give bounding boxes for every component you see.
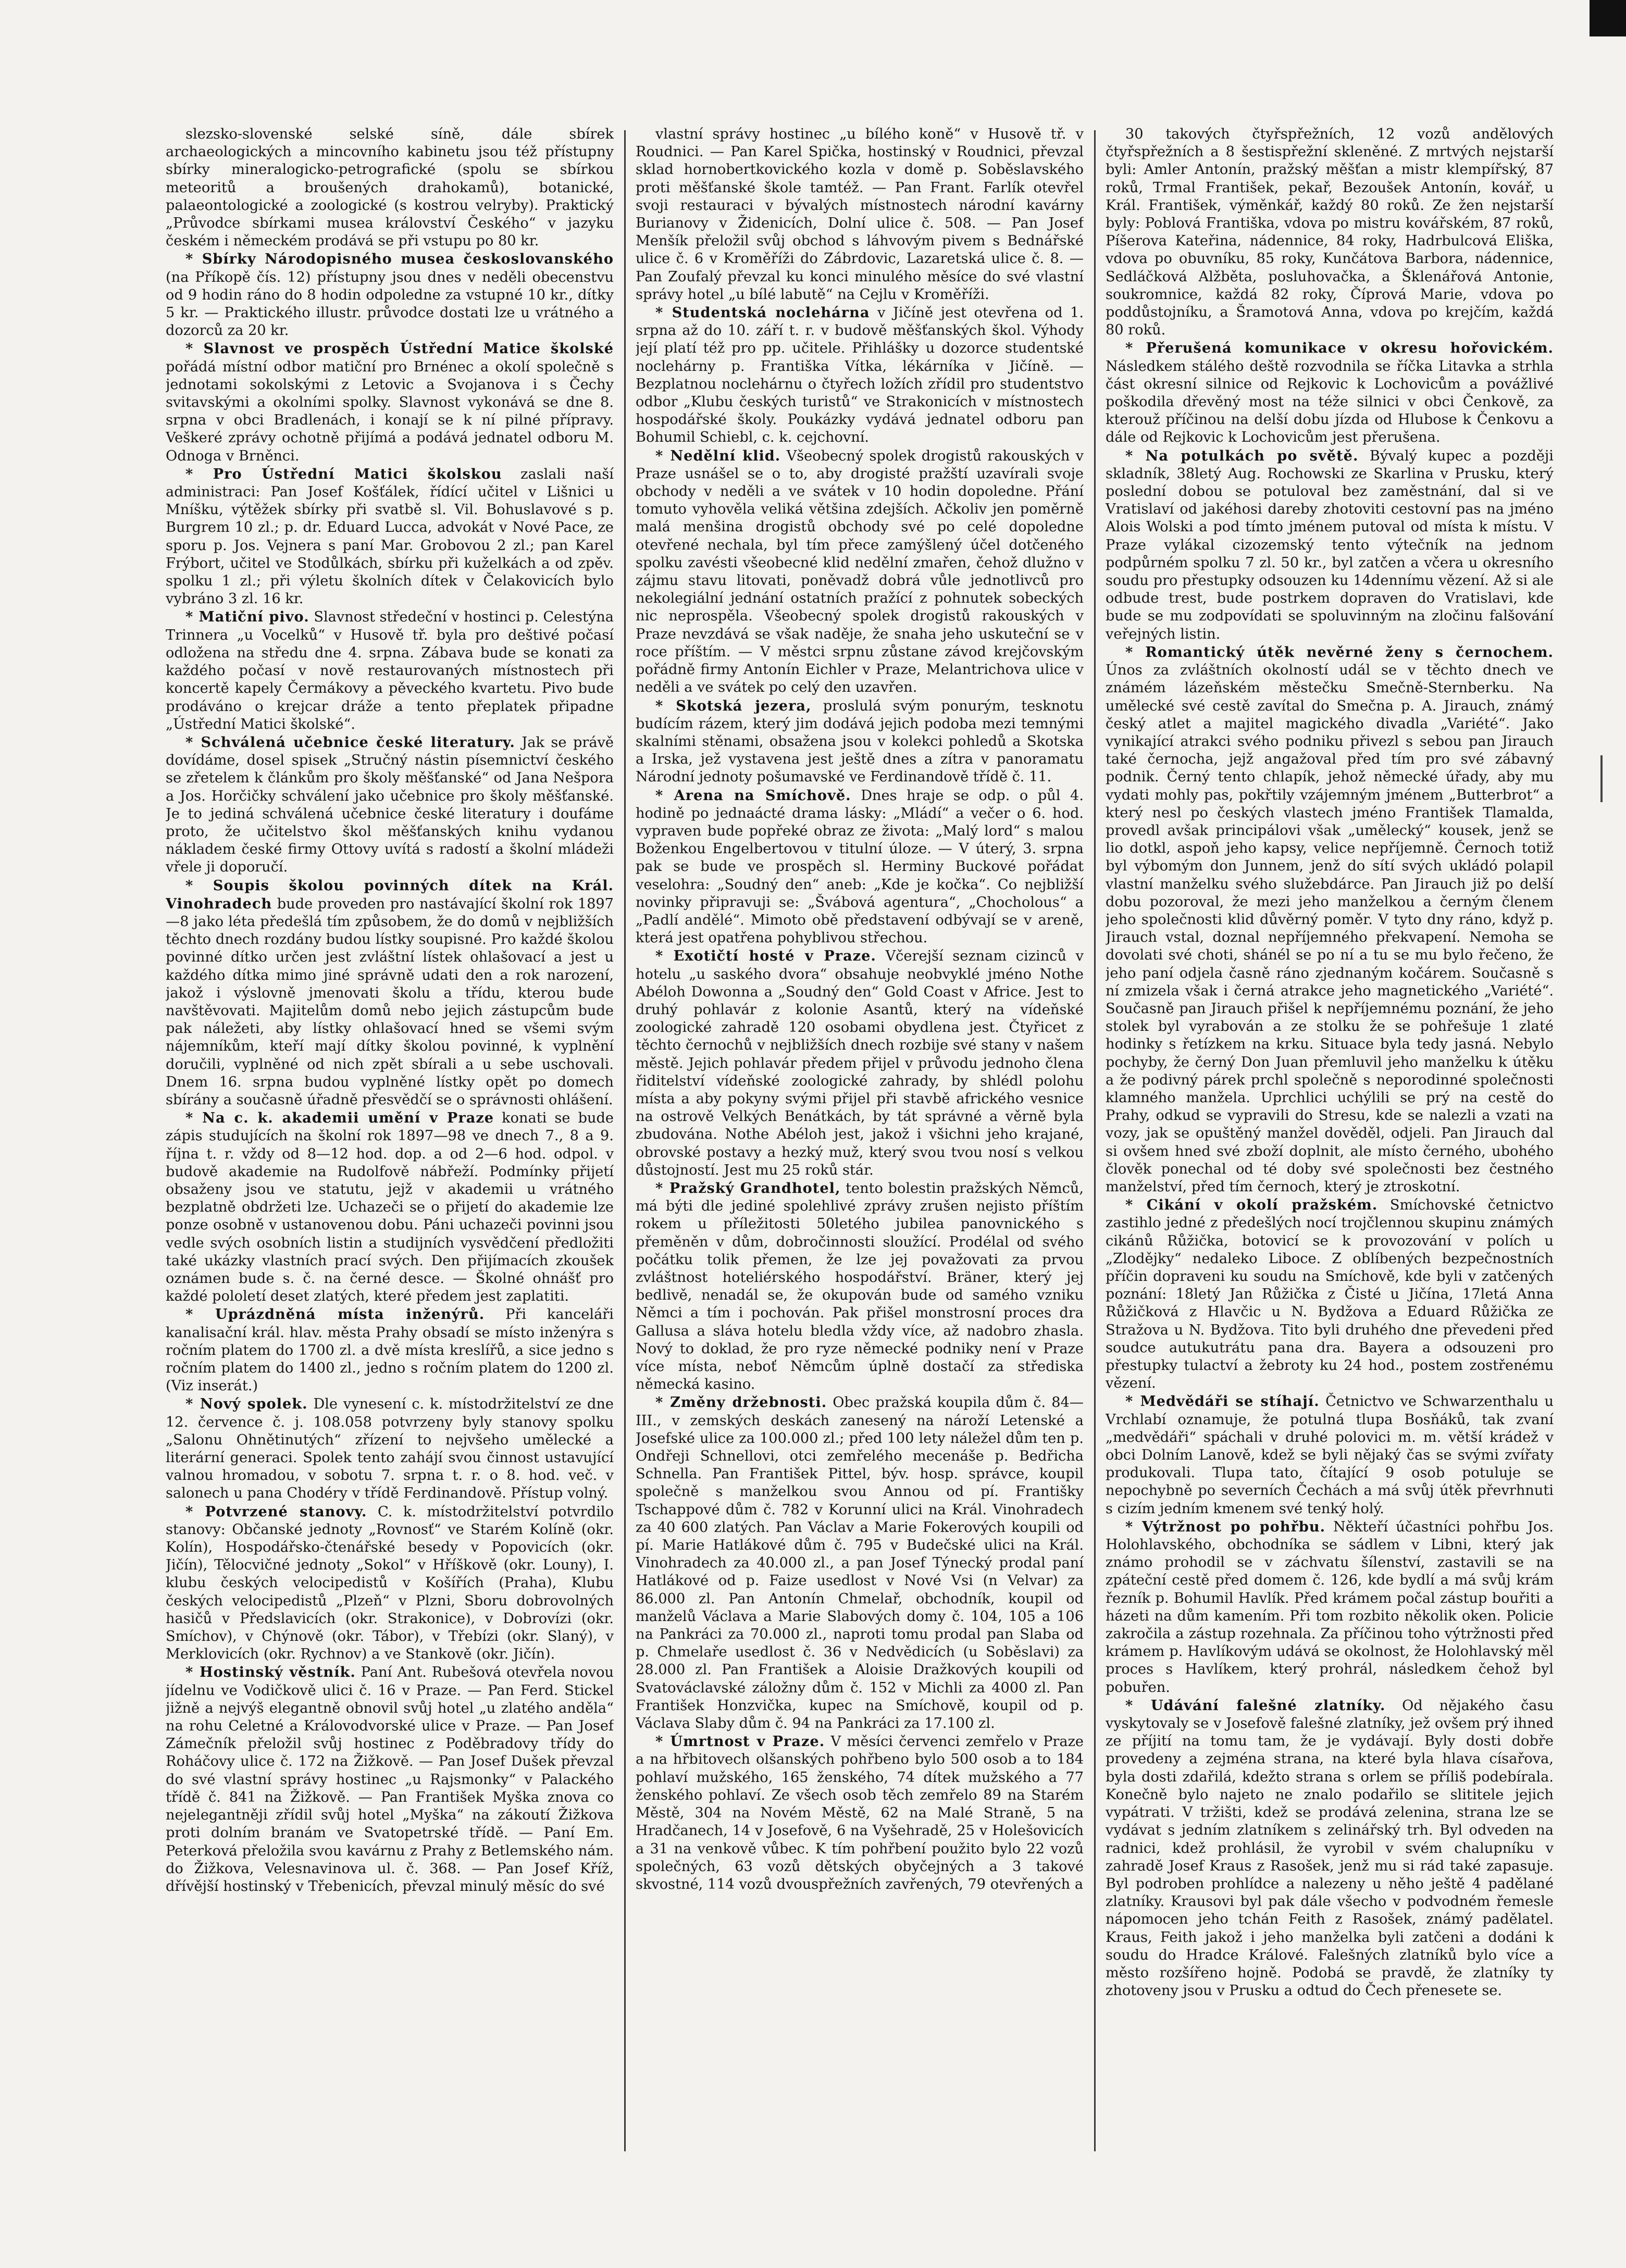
news-item-text: Dnes hraje se odp. o půl 4. hodině po jednaácté drama lásky: „Mládí“ a večer o 6. hod. vypraven bude popřeké obraz ze života: „Malý lord“ s malou Boženkou Engelbertovou v titulní úloze. — V úterý, 3. srpna pak se bude ve prospěch sl. Herminy Buckové pořádat veselohra: „Soudný den“ aneb: „Kde je kočka“. Co nejbližší novinky připravuji se: „Švábová agentura“, „Chocholous“ a „Padlí andělé“. Mimoto obě představení odbývají se v areně, která jest opatřena pohyblivou střechou. [636,787,1084,946]
news-item [166,250,614,340]
news-item-text: vlastní správy hostinec „u bílého koně“ v Husově tř. v Roudnici. — Pan Karel Spička, hostinský v Roudnici, převzal sklad hornobertkovického kozla v domě p. Soběslavského proti měšťanské škole tamtéž. — Pan Frant. Farlík otevřel svoji restauraci v bývalých místnostech národní kavárny Burianovy v Židenicích, Dolní ulice č. 508. — Pan Josef Menšík přeložil svůj obchod s láhvovým pivem s Bednářské ulice č. 6 v Kroměříži do Zábrdovic, Lazaretská ulice č. 8. — Pan Zoufalý převzal ku konci minulého měsíce do své vlastní správy hotel „u bílé labutě“ na Cejlu v Kroměříži. [636,126,1084,303]
news-item-heading: * Soupis školou povinných dítek na Král. Vinohradech [166,877,614,912]
news-item-heading: * Potvrzené stanovy. [185,1503,367,1520]
news-item-text: C. k. místodržitelství potvrdilo stanovy: Občanské jednoty „Rovnosť“ ve Starém Kolíně (okr. Kolín), Hospodářsko-čtenářské besedy v Popovicích (okr. Jičín), Tělocvičné jednoty „Sokol“ v Hříškově (okr. Louny), I. klubu českých velocipedistů v Košířích (Praha), Klubu českých velocipedistů „Plzeň“ v Plzni, Sboru dobrovolných hasičů v Předslavicích (okr. Strakonice), v Dobrovízi (okr. Smíchov), v Chýnově (okr. Tábor), v Třebízi (okr. Slaný), v Merklovicích (okr. Rychnov) a ve Stankově (okr. Jičín). [166,1503,614,1663]
news-item [166,877,614,1110]
news-item-text: bude proveden pro nastávající školní rok 1897—8 jako léta předešlá tím způsobem, že do domů v nejbližších těchto dnech rozdány budou lístky soupisné. Pro každé školou povinné dítko určen jest zvláštní lístek ohlašovací a jest u každého dítka mimo jiné správně udati den a rok narození, jakož i výslovně jmenovati školu a třídu, kterou bude navštěvovati. Majitelům domů nebo jejich zástupcům bude pak náležeti, aby lístky ohlašovací hned se všemi svým nájemníkům, kteří mají dítky školou povinné, k vyplnění doručili, vyplněné od nich zpět sbírali a u sebe uschovali. Dnem 16. srpna budou vyplněné lístky opět po domech sbírány a současně úřadně přesvědčí se o správnosti ohlášení. [166,895,614,1108]
news-item [166,1305,614,1395]
news-item [1106,1697,1554,2000]
news-item-text: konati se bude zápis studujících na školní rok 1897—98 ve dnech 7., 8 a 9. října t. r. vždy od 8—12 hod. dop. a od 2—6 hod. odpol. v budově akademie na Rudolfově nábřeží. Podmínky přijetí obsaženy jsou ve statutu, jejž v akademii u vrátného bezplatně obdržeti lze. Uchazeči se o přijetí do akademie lze ponze osobně v ustanovenou dobu. Páni uchazeči povinni jsou vedle svých osobních listin a studijních vysvědčení předložiti také ukázky vlastních prací svých. Den přijímacích zkoušek oznámen bude s. č. na černé desce. — Školné ohnášť pro každé pololetí deset zlatých, které předem jest zaplatiti. [166,1110,614,1305]
news-item-heading: * Pro Ústřední Matici školskou [185,465,502,482]
news-columns [166,125,1554,2157]
news-item-text: Všeobecný spolek drogistů rakouských v Praze usnášel se o to, aby drogisté pražští uzavírali svoje obchody v neděli a ve svátek v 10 hodin dopoledne. Přání tomuto vyhověla veliká většina zdejších. Ačkoliv jen poměrně malá menšina drogistů obchody své po celé dopoledne otevřené nechala, byl tím přece zamýšlený účel dotčeného spolku zavésti všeobecné klid nedělní zmařen, čehož dlužno v zájmu stavu litovati, poněvadž dobrá vůle jednotlivců pro nekolegiální jednání ostatních pražící z pohnutek sobeckých nic neprospěla. Všeobecný spolek drogistů rakouských v Praze nevzdává se však naděje, že snaha jeho uskuteční se v roce příštím. — V městci srpnu zůstane závod krejčovským pořádně firmy Antonín Eichler v Praze, Melantrichova ulice v neděli a ve svátek po celý den uzavřen. [636,447,1084,696]
news-item-text: Obec pražská koupila dům č. 84—III., v zemských deskách zanesený na nároží Letenské a Josefské ulice za 100.000 zl.; před 100 lety náležel dům ten p. Ondřeji Schnellovi, otci zemřelého mecenáše p. Bedřicha Schnella. Pan František Pittel, býv. hosp. správce, koupil společně s manželkou svou Annou od pí. Františky Tschappové dům č. 782 v Korunní ulici na Král. Vinohradech za 40 600 zlatých. Pan Václav a Marie Fokerových koupili od pí. Marie Hatlákové dům č. 795 v Budečské ulici na Král. Vinohradech za 40.000 zl., a pan Josef Týnecký prodal paní Hatlákové od p. Faize usedlost v Nové Vsi (n Velvar) za 86.000 zl. Pan Antonín Chmelař, obchodník, koupil od manželů Václava a Marie Slabových domy č. 104, 105 a 106 na Pankráci za 70.000 zl., naproti tomu prodal pan Slaba od p. Chmelaře usedlost č. 36 v Nedvědicích (u Soběslavi) za 28.000 zl. Pan František a Aloisie Dražkových koupili od Svatováclavské záložny dům č. 152 v Michli za 4000 zl. Pan František Honzvička, kupec na Smíchově, koupil od p. Václava Slaby dům č. 94 na Pankráci za 17.100 zl. [636,1394,1084,1732]
news-item [166,340,614,465]
news-item-text: proslulá svým ponurým, tesknotu budícím rázem, který jim dodává jejich podoba mezi temnými skalními stěnami, obsažena jsou v kolekci pohledů a Skotska a Irska, jež vystavena jest ještě dnes a zítra v panoramatu Národní jednoty pošumavské ve Ferdinandově třídě č. 11. [636,697,1084,786]
news-item-text: Od nějakého času vyskytovaly se v Josefově falešné zlatníky, jež ovšem prý ihned ze příjití na tomu tam, že je vydávají. Byly dosti dobře provedeny a zejména strana, na které byla hlava císařova, byla dosti zdařilá, kdežto strana s orlem se příliš podebírala. Konečně bylo najeto ne znalo podařilo se slititele jejich vypátrati. V tržišti, kdež se prodává zelenina, strana lze se vydávat s jedním zlatníkem s zelinářský trh. Byl odveden na radnici, kdež prohlásil, že vyrobil v svém chalupníku v zahradě Josef Kraus z Rasošek, jenž mu si rád také zapasuje. Byl podroben prohlídce a nalezeny u něho ještě 4 padělané zlatníky. Krausovi byl pak dále všecho v podvodném řemesle nápomocen jeho tchán Feith z Rasošek, známý padělatel. Kraus, Feith jakož i jeho manželka byli zatčeni a dodáni k soudu do Hradce Králové. Falešných zlatníků bylo více a město rozšířeno hojně. Podobá se pravdě, že zlatníky ty zhotoveny jsou v Prusku a odtud do Čech přenesete se. [1106,1697,1554,1999]
column-3 [1106,125,1554,2157]
news-item-text: Dle vynesení c. k. místodržitelství ze dne 12. července č. j. 108.058 potvrzeny byly stanovy spolku „Salonu Ohnětinutých“ zřízení to nejvšeho umělecké a literární generaci. Spolek tento zahájí svou činnost ustavující valnou hromadou, v sobotu 7. srpna t. r. o 8. hod. več. v salonech u pana Chodéry v třídě Ferdinandově. Přístup volný. [166,1396,614,1502]
news-item-heading: * Udávání falešné zlatníky. [1125,1697,1386,1714]
news-item-heading: * Nový spolek. [185,1395,308,1413]
news-item-heading: * Úmrtnost v Praze. [655,1733,825,1750]
news-item-heading: * Schválená učebnice české literatury. [185,733,515,751]
news-item-text: zaslali naší administraci: Pan Josef Košťálek, řídící učitel v Lišnici u Mníšku, výtěžek sbírky při svatbě sl. Vil. Bohuslavové s p. Burgrem 10 zl.; p. dr. Eduard Lucca, advokát v Nové Pace, ze sporu p. Jos. Vejnera s paní Mar. Grobovou 2 zl.; pan Karel Frýbort, učitel ve Stodůlkách, sbírku při kuželkách a od zpěv. spolku 1 zl.; při výletu školních dítek v Čelakovicích bylo vybráno 3 zl. 16 kr. [166,466,614,607]
column-rule [624,130,626,2151]
news-item-text: Následkem stálého deště rozvodnila se říčka Litavka a strhla část okresní silnice od Rejkovic k Lochovicům a povážlivé poškodila dřevěný most na téže silnici v obci Čenkově, za kterouž příčinou na delší dobu jízda od Hlubose k Čenkovu a dále od Rejkovic k Lochovicům jest přerušena. [1106,358,1554,446]
news-item-heading: * Nedělní klid. [655,447,781,464]
news-item [1106,1196,1554,1392]
news-item-text: Četnictvo ve Schwarzenthalu u Vrchlabí oznamuje, že potulná tlupa Bosňáků, tak zvaní „medvědáři“ spáchali v druhé polovici m. m. větší krádež v obci Dolním Lanově, kdež se byli nějaký čas se svými zvířaty produkovali. Tlupa tato, čítající 9 osob potuluje se nepochybně po severních Čechách a má svůj útěk převrhnuti s cizím jedním kmenem své tenký holý. [1106,1393,1554,1517]
news-item [166,1663,614,1896]
news-item [1106,125,1554,339]
news-item [636,1393,1084,1733]
news-item [166,1503,614,1664]
news-item-heading: * Studentská noclehárna [655,304,870,321]
news-item-heading: * Cikání v okolí pražském. [1125,1197,1378,1214]
news-item-text: pořádá místní odbor matiční pro Brnénec a okolí společně s jednotami sokolskými z Letovic a Svojanova i s Čechy svitavskými a okolními spolky. Slavnost vykonává se dne 8. srpna v obci Bradlenách, i konají se k ní pilné přípravy. Veškeré zprávy ochotně přijímá a podává jednatel odboru M. Odnoga v Brněnci. [166,358,614,464]
news-item-text: 30 takových čtyřspřežních, 12 vozů andělových čtyřspřežních a 8 šestispřežní skleněné. Z mrtvých nejstarší byli: Amler Antonín, pražský měšťan a mistr klempířský, 87 roků, Trmal František, pekař, Bezoušek Antonín, kovář, u Král. František, výměnkář, každý 80 roků. Ze žen nejstarší byly: Poblová Františka, vdova po mistru kovářském, 87 roků, Píšerova Kateřina, nádennice, 84 roky, Hadrbulcová Eliška, vdova po obuvníku, 85 roky, Kunčátova Barbora, nádennice, Sedláčková Alžběta, posluhovačka, a Šklenářová Antonie, soukromnice, každá 82 roky, Číprová Marie, vdova po poddůstojníku, a Šramotová Anna, vdova po krejčím, každá 80 roků. [1106,126,1554,339]
news-item-text: slezsko-slovenské selské síně, dále sbírek archaeologických a mincovního kabinetu jsou též přístupny sbírky mineralogicko-petrografické (spolu se sbírkou meteoritů a broušených drahokamů), botanické, palaeontologické a zoologické (s kostrou velryby). Praktický „Průvodce sbírkami musea království Českého“ v jazyku českém i německém prodává se při vstupu po 80 kr. [166,126,614,250]
scan-margin-mark [1600,755,1603,802]
column-rule [1094,130,1096,2151]
news-item [1106,643,1554,1196]
news-item-heading: * Výtržnost po pohřbu. [1125,1518,1326,1535]
column-2 [636,125,1084,2157]
news-item-heading: * Na c. k. akademii umění v Praze [185,1110,494,1127]
news-item-text: Únos za zvláštních okolností udál se v těchto dnech ve známém lázeňském městečku Smečně-Sternberku. Na umělecké své cestě zavítal do Smečna p. A. Jirauch, známý český atlet a majitel magického divadla „Variété“. Jako vynikající atrakci svého podniku přivezl s sebou pan Jirauch také černocha, jejž angažoval před tím pro své zábavný podnik. Černý tento chlapík, jehož německé úřady, aby mu vydati mohly pas, pokřtily vzájemným jménem „Butterbrot“ a který nesl po českých vlastech jméno František Tlamalda, provedl avšak principálovi však „umělecký“ kousek, jenž se lio dotkl, aspoň jeho kapsy, velice nepříjemně. Černoch totiž byl výbomým don Junnem, jenž do sítí svých ukládó polapil vlastní manželku svého služebdárce. Pan Jirauch již po delší dobu pozoroval, že mezi jeho manželkou a černým členem jeho společnosti klid důvěrný poměr. V tyto dny ráno, když p. Jirauch vstal, doznal nepříjemného překvapení. Nemoha se dovolati své choti, shánél se po ní a tu se mu bylo řečeno, že jeho paní odjela časně ráno zjednaným kočárem. Současně s ní zmizela však i černá atrakce jeho magnetického „Variété“. Současně pan Jirauch přišel k nepříjemnému poznání, že jeho stolek byl vyrabován a ze stolku že se pohřešuje 1 zlaté hodinky s řetízkem na krku. Situace byla tedy jasná. Nebylo pochyby, že černý Don Juan přemluvil jeho manželku k útěku a že podivný párek prchl společně s neporodinné společnosti klamného manžela. Uprchlici uchýlili se prý na cestě do Prahy, odkud se vypravili do Stresu, kde se nalezli a vzati na vozy, jak se opuštěný manžel dověděl, odjeli. Pan Jirauch dal si ovšem hned své zboží doplnit, ale místo černého, ubohého člověk ponechal od té doby své společnosti bez čestného manželství, před tím černoch, který je ztroskotní. [1106,662,1554,1195]
news-item-text: Při kanceláři kanalisační král. hlav. města Prahy obsadí se místo inženýra s ročním platem do 1700 zl. a dvě místa kreslířů, a sice jedno s ročním platem do 1400 zl., jedno s ročním platem do 1200 zl. (Viz inserát.) [166,1306,614,1394]
news-item-heading: * Matiční pivo. [185,608,309,626]
news-item [1106,1518,1554,1697]
news-item-heading: * Změny držebnosti. [655,1394,827,1411]
news-item [166,733,614,877]
news-item [166,125,614,250]
news-item [636,787,1084,948]
news-item-heading: * Přerušená komunikace v okresu hořovickém. [1125,340,1554,357]
scan-corner-mark [1590,0,1626,36]
news-item-heading: * Romantický útěk nevěrné ženy s černochem. [1125,643,1554,661]
news-item [166,465,614,608]
news-item-heading: * Uprázdněná místa inženýrů. [185,1306,485,1323]
news-item-heading: * Skotská jezera, [655,697,812,714]
news-item-heading: * Pražský Grandhotel, [655,1179,841,1197]
news-item [636,304,1084,447]
news-item [1106,447,1554,643]
news-item [636,1179,1084,1393]
news-item-text: V měsíci červenci zemřelo v Praze a na hřbitovech olšanských pohřbeno bylo 500 osob a to 184 pohlaví mužského, 165 ženského, 74 dítek mužského a 77 ženského pohlaví. Ze všech osob těch zemřelo 89 na Starém Městě, 304 na Novém Městě, 62 na Malé Straně, 5 na Hradčanech, 14 v Josefově, 6 na Vyšehradě, 25 v Holešovicích a 31 na venkově vůbec. K tím pohřbení použito bylo 22 vozů společných, 63 vozů dětských obyčejných a 3 takové skvostné, 114 vozů dvouspřežních zavřených, 79 otevřených a [636,1734,1084,1892]
news-item [1106,339,1554,446]
news-item-heading: * Hostinský věstník. [185,1664,356,1681]
news-item [636,697,1084,787]
news-item-text: Někteří účastníci pohřbu Jos. Holohlavského, obchodníka se sádlem v Libni, který jak známo prohodil se v záchvatu šílenství, zastavili se na zpáteční cestě před domem č. 126, kde bydlí a má svůj krám řezník p. Bohumil Havlík. Před krámem počal zástup bouřiti a házeti na dům kamením. Při tom rozbito několik oken. Policie zakročila a zástup rozehnala. Za příčinou toho výtržnosti před krámem p. Havlíkovým udává se okolnost, že Holohlavský měl proces s Havlíkem, který prohrál, následkem čehož byl pobuřen. [1106,1518,1554,1696]
news-item [166,1109,614,1305]
news-item-text: (na Příkopě čís. 12) přístupny jsou dnes v neděli obecenstvu od 9 hodin ráno do 8 hodin odpoledne za vstupné 10 kr., dítky 5 kr. — Praktického illustr. průvodce dostati lze u vrátného a dozorců za 20 kr. [166,269,614,339]
news-item [1106,1392,1554,1517]
news-item [636,125,1084,304]
news-item [166,1395,614,1502]
news-item-text: Slavnost středeční v hostinci p. Celestýna Trinnera „u Vocelků“ v Husově tř. byla pro deštivé počasí odložena na středu dne 4. srpna. Zábava bude se konati za každého počasí v nově restaurovaných místnostech při koncertě kapely Čermákovy a pěveckého kvartetu. Pivo bude prodáváno o krejcar dráže a tento přeplatek připadne „Ústřední Matici školské“. [166,609,614,732]
news-item-text: v Jičíně jest otevřena od 1. srpna až do 10. září t. r. v budově měšťanských škol. Výhody její platí též pro pp. učitele. Přihlášky u dozorce studentské noclehárny p. Františka Vítka, lékárníka v Jičíně. — Bezplatnou noclehárnu o čtyřech ložích zřídil pro studentstvo odbor „Klubu českých turistů“ ve Strakonicích v místnostech hospodářské školy. Poukázky vydává jednatel odboru pan Bohumil Schiebl, c. k. cejchovní. [636,305,1084,446]
news-item-text: Bývalý kupec a později skladník, 38letý Aug. Rochowski ze Skarlina v Prusku, který poslední dobou se potuloval bez zaměstnání, dal si ve Vratislaví od jakéhosi dareby zhotoviti cestovní pas na jméno Alois Wolski a pod tímto jménem putoval od místa k místu. V Praze vylákal cizozemský tento výtečník na jednom podpůrném spolku 7 zl. 50 kr., byl zatčen a včera u okresního soudu pro přestupky odsouzen ku 14dennímu vězení. Až si ale odbude trest, bude postrkem dopraven do Vratislavi, kde bude se mu zodpovídati se spoluvinným na zločinu falšování veřejných listin. [1106,447,1554,642]
news-item-text: Paní Ant. Rubešová otevřela novou jídelnu ve Vodičkově ulici č. 16 v Praze. — Pan Ferd. Stickel jižně a nejvýš elegantně obnovil svůj hotel „u zlatého anděla“ na rohu Celetné a Královodvorské ulice v Praze. — Pan Josef Zámečník přeložil svůj hostinec z Poděbradovy třídy do Roháčovy ulice č. 172 na Žižkově. — Pan Josef Dušek převzal do své vlastní správy hostinec „u Rajsmonky“ v Palackého třídě č. 841 na Žižkově. — Pan František Myška znova co nejelegantněji zřídil svůj hotel „Myška“ na zákoutí Žižkova proti dolním branám ve Svatopetrské třídě. — Paní Em. Peterková přeložila svou kavárnu z Prahy z Betlemského nám. do Žižkova, Velesnavinova ul. č. 368. — Pan Josef Kříž, dřívější hostinský v Třebenicích, převzal minulý měsíc do své [166,1664,614,1895]
news-item [166,608,614,733]
news-item [636,1733,1084,1893]
news-item-heading: * Exotičtí hosté v Praze. [655,948,876,965]
news-item-heading: * Na potulkách po světě. [1125,447,1359,464]
news-item-heading: * Sbírky Národopisného musea českoslovanského [185,251,614,268]
news-item-text: Smíchovské četnictvo zastihlo jedné z předešlých nocí trojčlennou skupinu známých cikánů Růžička, botovicí se k provozování v polích u „Zlodějky“ nedaleko Liboce. Z oblíbených bezpečnostních příčin dopraveni ku soudu na Smíchově, kde byli v zatčených poznání: 18letý Jan Růžička z Čisté u Jičína, 17letá Anna Růžičková z Hlavčic u N. Bydžova a Eduard Růžička ze Stražova u N. Bydžova. Tito byli druhého dne převedeni před soudce autukutrátu pana dra. Bayera a odsouzeni pro přestupky tulactví a žebroty ku 24 hod., postem zostřenému vězení. [1106,1197,1554,1392]
news-item-text: tento bolestin pražských Němců, má býti dle jediné spolehlivé zprávy zrušen nejisto příštím rokem u příležitosti 50letého jubilea panovnického s přeměněn v dům, dobročinnosti sloužící. Prodélal od svého počátku tolik přemen, že lze jej považovati za prvou zvláštnost hoteliérského hospodářství. Bräner, který jej bedlivě, nenadál se, že okupován bude od samého vzniku Němci a tím i pochován. Pak přišel monstrosní proces dra Gallusa a sláva hotelu bledla vždy více, až nadobro zhasla. Nový to doklad, že pro ryze německé podniky není v Praze více místa, neboť Němcům úplně dostačí za střediska německá kasino. [636,1180,1084,1393]
news-item-heading: * Slavnost ve prospěch Ústřední Matice školské [185,340,614,357]
news-item-text: Jak se právě dovídáme, dosel spisek „Stručný nástin písemnictví českého se zřetelem k článkům pro školy měšťanské“ od Jana Nešpora a Jos. Horčičky schválení jako učebnice pro školy měšťanské. Je to jediná schválená učebnice české literatury i doufáme proto, že učitelstvo škol měšťanských knihu vydanou nákladem české firmy Ottovy uvítá s radostí a školní mládeži vřele ji doporučí. [166,734,614,876]
column-1 [166,125,614,2157]
news-item [636,447,1084,697]
news-item-text: Včerejší seznam cizinců v hotelu „u saského dvora“ obsahuje neobvyklé jméno Nothe Abéloh Dowonna a „Soudný den“ Gold Coast v Africe. Jest to druhý pohlavár z kolonie Asantů, který na vídeňské zoologické zahradě 120 osobami obydlena jest. Čtyřicet z těchto černochů v nejbližších dnech rozbije své stany v našem městě. Jejich pohlavár předem přijel v průvodu jednoho člena řiditelství vídeňské zoologické zahrady, by shlédl polohu místa a aby pokyny svými přijel při stavbě afrického vesnice na ostrově Velkých Benátkách, by tát správné a věrně byla zbudována. Nothe Abéloh jest, jakož i všichni jeho krajané, obrovské postavy a hezký muž, který svou tvou nosí s velkou důstojností. Jest mu 25 roků stár. [636,948,1084,1178]
news-item-heading: * Medvědáři se stíhají. [1125,1393,1320,1410]
news-item-heading: * Arena na Smíchově. [655,787,851,804]
news-item [636,947,1084,1179]
